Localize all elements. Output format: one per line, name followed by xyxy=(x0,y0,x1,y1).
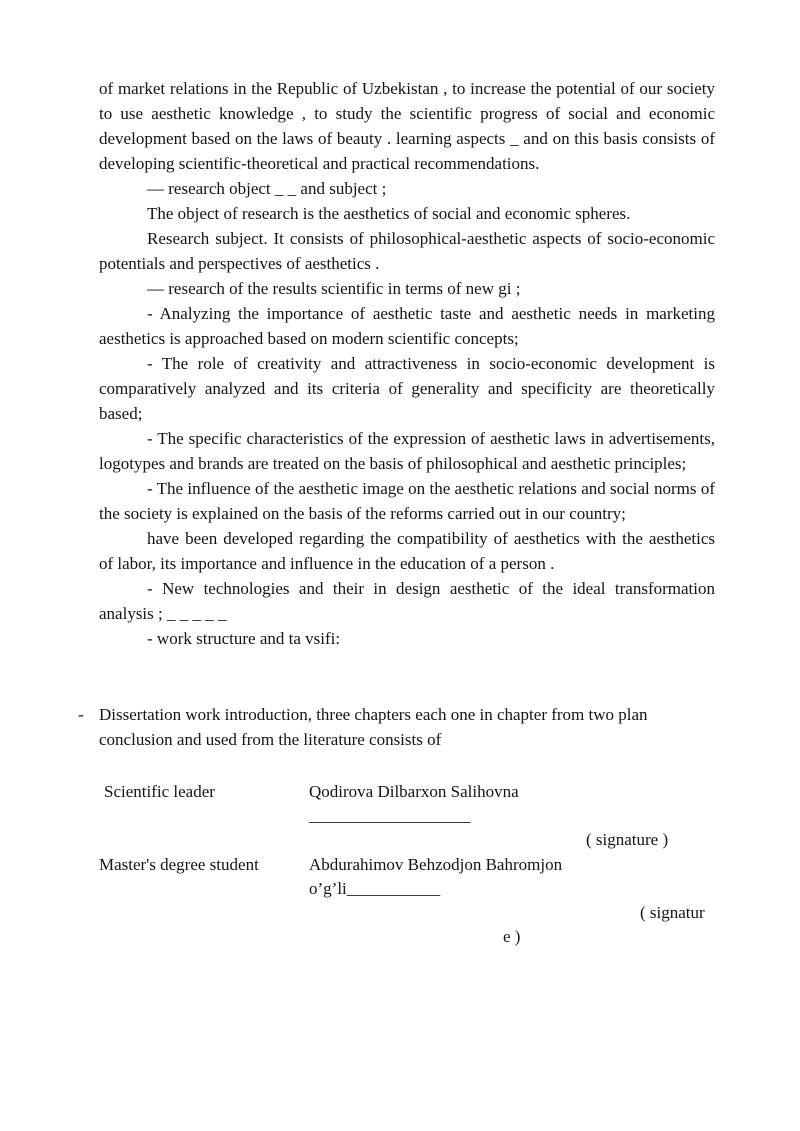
scientific-leader-signature-line: ___________________ xyxy=(309,806,471,825)
paragraph-results-heading: — research of the results scientific in terms of new gi ; xyxy=(147,279,521,298)
document-body xyxy=(99,76,715,651)
student-name-continuation: o’g’li___________ xyxy=(309,879,441,898)
paragraph-result-5: have been developed regarding the compatibility of aesthetics with the aesthetics of labor, its importance and influence in the education of a person . xyxy=(99,529,715,573)
structure-list-item xyxy=(78,702,738,752)
scientific-leader-name: Qodirova Dilbarxon Salihovna xyxy=(309,782,519,801)
paragraph-result-4: - The influence of the aesthetic image on the aesthetic relations and social norms of the society is explained on the basis of the reforms carried out in our country; xyxy=(99,479,715,523)
student-signature-caption-end: e ) xyxy=(503,927,521,946)
list-marker: - xyxy=(78,705,84,724)
paragraph-result-3: - The specific characteristics of the expression of aesthetic laws in advertisements, logotypes and brands are treated on the basis of philosophical and aesthetic principles; xyxy=(99,429,715,473)
paragraph-result-6: - New technologies and their in design aesthetic of the ideal transformation analysis ; _ _ _ _ _ xyxy=(99,579,715,623)
paragraph-object: The object of research is the aesthetics of social and economic spheres. xyxy=(147,204,631,223)
student-label: Master's degree student xyxy=(99,855,259,874)
paragraph-result-1: - Analyzing the importance of aesthetic taste and aesthetic needs in marketing aesthetics is approached based on modern scientific concepts; xyxy=(99,304,715,348)
scientific-leader-label: Scientific leader xyxy=(104,782,215,801)
paragraph-subject: Research subject. It consists of philosophical-aesthetic aspects of socio-economic potentials and perspectives of aesthetics . xyxy=(99,229,715,273)
student-name: Abdurahimov Behzodjon Bahromjon xyxy=(309,855,563,874)
paragraph-structure-heading: - work structure and ta vsifi: xyxy=(147,629,341,648)
scientific-leader-signature-caption: ( signature ) xyxy=(586,830,669,849)
paragraph-object-subject-heading: — research object _ _ and subject ; xyxy=(147,179,387,198)
list-item-text: Dissertation work introduction, three chapters each one in chapter from two plan conclusion and used from the literature consists of xyxy=(99,705,648,749)
paragraph-result-2: - The role of creativity and attractiveness in socio-economic development is comparatively analyzed and its criteria of generality and specificity are theoretically based; xyxy=(99,354,715,423)
student-signature-caption: ( signatur xyxy=(640,903,705,922)
paragraph-goal: of market relations in the Republic of Uzbekistan , to increase the potential of our society to use aesthetic knowledge , to study the scientific progress of social and economic development based on the laws of beauty . learning aspects _ and on this basis consists of developing scientific-theoretical and practical recommendations. xyxy=(99,79,715,173)
